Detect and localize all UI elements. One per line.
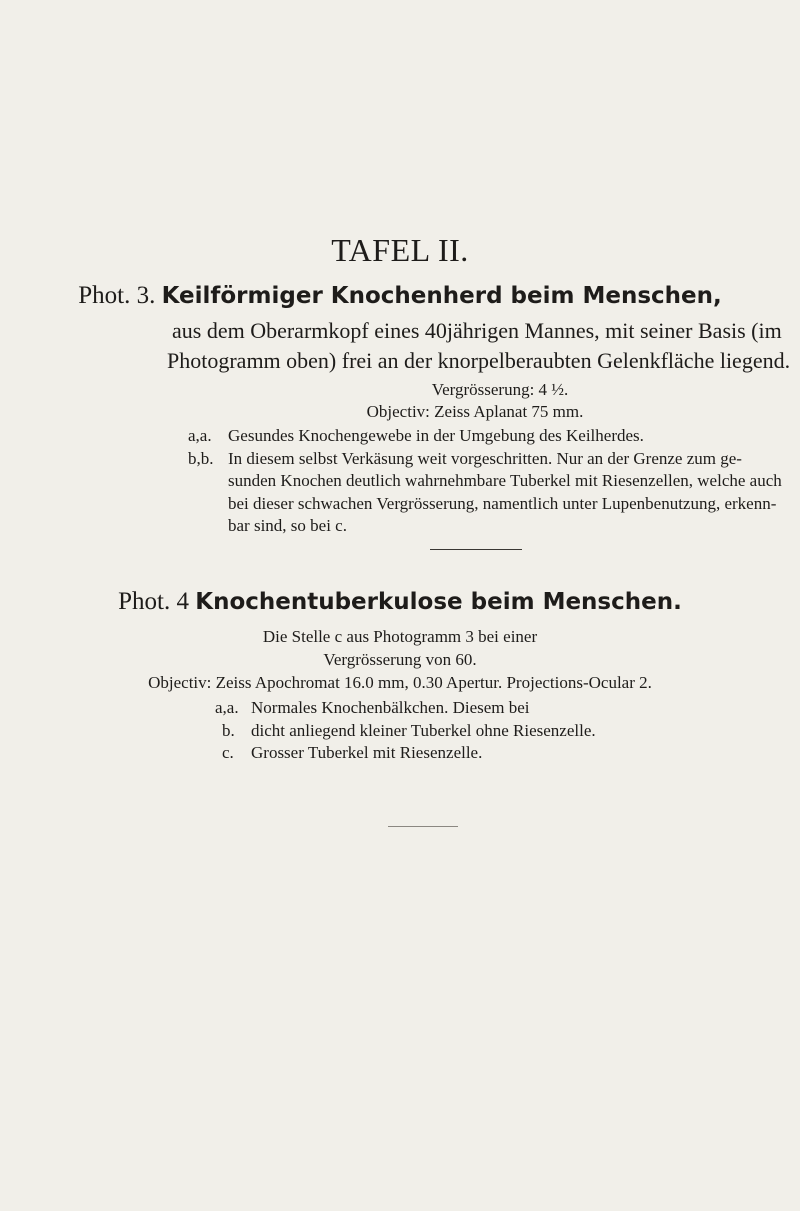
legend-text: dicht anliegend kleiner Tuberkel ohne Riesenzelle. — [251, 720, 596, 740]
legend-key: b. — [222, 720, 235, 740]
legend-item — [215, 720, 596, 743]
section-divider — [388, 826, 458, 827]
legend-text: Grosser Tuberkel mit Riesenzelle. — [251, 743, 483, 762]
phot4-label: Phot. 4 — [118, 588, 189, 615]
phot3-description — [167, 316, 791, 376]
phot3-legend — [188, 425, 783, 538]
phot3-objective: Objectiv: Zeiss Aplanat 75 mm. — [366, 402, 584, 421]
legend-key: a,a. — [215, 698, 239, 717]
phot4-intro-line: Vergrösserung von 60. — [323, 650, 477, 669]
phot4-legend — [215, 697, 596, 765]
legend-item — [188, 448, 783, 538]
phot3-heading — [0, 282, 800, 310]
phot4-heading — [0, 588, 800, 616]
legend-item — [188, 425, 783, 448]
legend-line: Gesundes Knochengewebe in der Umgebung des Keilherdes. — [228, 426, 644, 445]
legend-text — [228, 448, 783, 538]
legend-line: In diesem selbst Verkäsung weit vorgeschritten. Nur an der Grenze zum ge- — [228, 448, 742, 468]
phot3-label: Phot. 3. — [78, 282, 156, 309]
legend-text — [228, 425, 783, 448]
legend-item — [215, 742, 596, 765]
phot4-intro-line: Die Stelle c aus Photogramm 3 bei einer — [262, 627, 538, 646]
plate-title: TAFEL II. — [331, 232, 469, 268]
legend-line: bei dieser schwachen Vergrösserung, namentlich unter Lupenbenutzung, erkenn- — [228, 493, 777, 513]
phot3-description-line: aus dem Oberarmkopf eines 40jährigen Mannes, mit seiner Basis (im — [172, 318, 782, 343]
section-divider — [430, 549, 522, 550]
legend-line: bar sind, so bei c. — [228, 516, 347, 535]
legend-item — [215, 697, 596, 720]
phot4-title: Knochentuberkulose beim Menschen. — [195, 589, 682, 615]
phot3-title: Keilförmiger Knochenherd beim Menschen, — [161, 283, 722, 309]
legend-text: Normales Knochenbälkchen. Diesem bei — [251, 698, 530, 717]
legend-key: b,b. — [188, 448, 214, 468]
legend-key: c. — [222, 743, 234, 762]
phot3-magnification: Vergrösserung: 4 ½. — [431, 380, 569, 399]
phot4-objective: Objectiv: Zeiss Apochromat 16.0 mm, 0.30 Apertur. Projections-Ocular 2. — [148, 673, 652, 692]
legend-key: a,a. — [188, 426, 212, 445]
phot3-description-line: Photogramm oben) frei an der knorpelberaubten Gelenkfläche liegend. — [167, 348, 791, 373]
legend-line: sunden Knochen deutlich wahrnehmbare Tuberkel mit Riesenzellen, welche auch — [228, 471, 782, 490]
